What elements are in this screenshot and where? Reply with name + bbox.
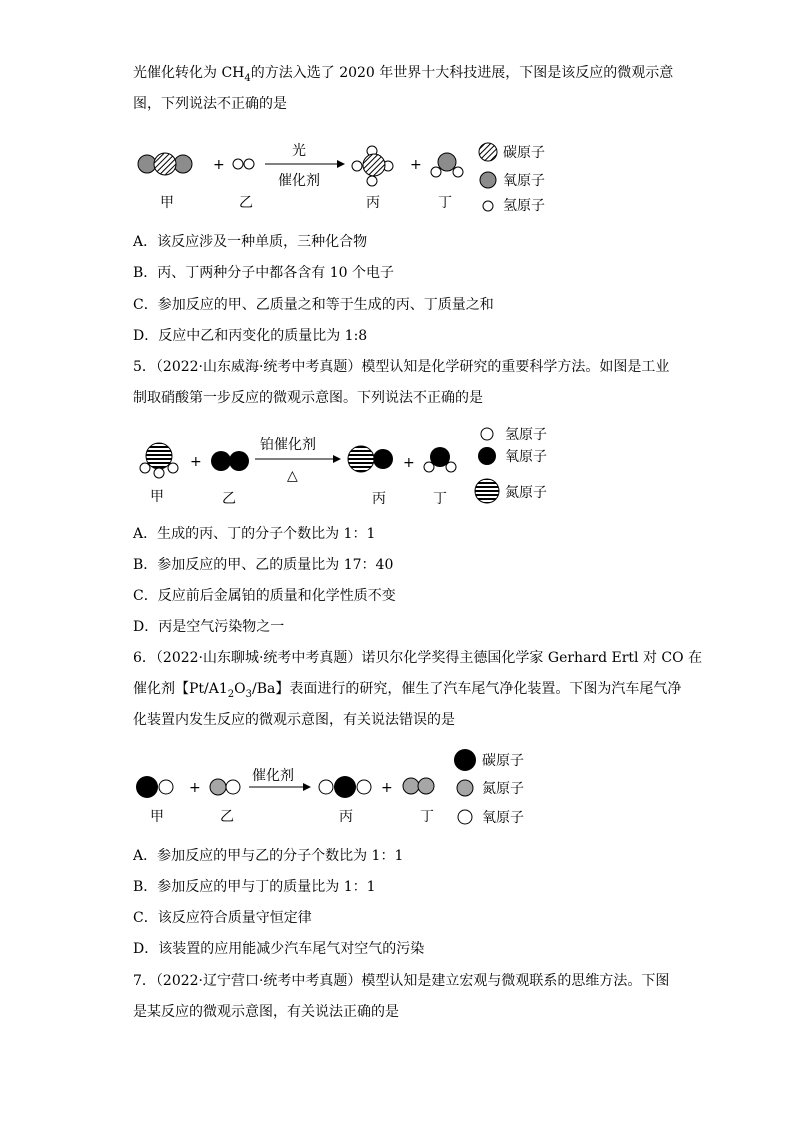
q5-label-ding: 丁 <box>433 491 447 507</box>
q5-legend-hydrogen: 氢原子 <box>505 427 547 443</box>
q4-option-d: D．反应中乙和丙变化的质量比为 1:8 <box>133 328 368 344</box>
q6-molecule-ding <box>403 778 434 794</box>
q4-arrow-head <box>337 160 345 168</box>
q5-stem-line2: 制取硝酸第一步反应的微观示意图。下列说法不正确的是 <box>133 390 483 406</box>
q6-arrow-top-label: 催化剂 <box>252 768 294 784</box>
q6-molecule-yi <box>210 779 240 795</box>
q5-stem-line1: 5．（2022·山东威海·统考中考真题）模型认知是化学研究的重要科学方法。如图是工业 <box>133 359 670 375</box>
q6-stem-text-a: 催化剂【Pt/A1 <box>133 681 228 697</box>
q5-label-jia: 甲 <box>150 489 164 505</box>
q4-legend-carbon-swatch <box>479 143 497 161</box>
q4-plus-1: + <box>213 157 225 173</box>
q4-option-c: C．参加反应的甲、乙质量之和等于生成的丙、丁质量之和 <box>133 297 494 313</box>
q7-stem-line1: 7．（2022·辽宁营口·统考中考真题）模型认知是建立宏观与微观联系的思维方法。下图 <box>133 973 670 989</box>
q6-stem-line1: 6．（2022·山东聊城·统考中考真题）诺贝尔化学奖得主德国化学家 Gerhard Ertl 对 CO 在 <box>133 650 703 666</box>
q6-stem-text-b: O <box>234 681 246 697</box>
q4-stem-line1 <box>133 63 673 83</box>
q5-legend-oxygen: 氧原子 <box>505 449 547 465</box>
q5-molecule-jia <box>140 443 178 478</box>
q6-legend-carbon-swatch <box>454 749 476 771</box>
q6-option-a: A．参加反应的甲与乙的分子个数比为 1：1 <box>133 848 404 864</box>
q5-legend-oxygen-swatch <box>478 447 496 465</box>
q6-reaction-diagram <box>0 742 794 832</box>
q6-legend-nitrogen: 氮原子 <box>482 781 524 797</box>
q5-arrow-bottom-label: △ <box>287 468 298 484</box>
q6-molecule-bing <box>319 776 371 798</box>
q6-option-c: C．该反应符合质量守恒定律 <box>133 910 312 926</box>
q4-molecule-ding <box>431 153 463 177</box>
q6-label-bing: 丙 <box>339 809 353 825</box>
q4-stem-subscript: 4 <box>244 72 251 84</box>
q6-stem-line3: 化装置内发生反应的微观示意图，有关说法错误的是 <box>133 712 455 728</box>
q4-stem-text-a: 光催化转化为 CH <box>133 65 245 81</box>
q6-arrow-head <box>303 783 311 791</box>
q4-legend-oxygen: 氧原子 <box>503 173 545 189</box>
q4-legend-oxygen-swatch <box>480 172 496 188</box>
q4-stem-line2: 图，下列说法不正确的是 <box>133 96 287 112</box>
q4-plus-2: + <box>410 157 422 173</box>
q6-option-d: D．该装置的应用能减少汽车尾气对空气的污染 <box>133 941 425 957</box>
q6-plus-2: + <box>381 780 393 796</box>
q5-plus-1: + <box>190 454 202 470</box>
q5-molecule-ding <box>424 447 456 472</box>
q5-option-a: A．生成的丙、丁的分子个数比为 1：1 <box>133 526 376 542</box>
q5-plus-2: + <box>403 455 415 471</box>
q6-stem-line2 <box>133 679 681 699</box>
q4-label-jia: 甲 <box>160 195 174 211</box>
q5-molecule-bing <box>348 446 393 472</box>
q5-molecule-yi <box>211 451 249 471</box>
q6-legend <box>454 749 524 826</box>
q4-molecule-bing <box>352 146 393 186</box>
q4-label-yi: 乙 <box>239 195 253 211</box>
q5-legend <box>475 427 547 503</box>
q4-legend-hydrogen-swatch <box>483 201 493 211</box>
q4-molecule-yi <box>233 159 254 169</box>
q4-legend-hydrogen: 氢原子 <box>503 198 545 214</box>
q6-legend-oxygen-swatch <box>458 810 472 824</box>
q6-stem-subscript-2: 3 <box>245 688 253 700</box>
q4-arrow-bottom-label: 催化剂 <box>278 173 320 189</box>
q5-arrow-top-label: 铂催化剂 <box>260 437 316 453</box>
q6-plus-1: + <box>189 780 201 796</box>
q4-molecule-jia <box>138 153 192 175</box>
q4-reaction-diagram <box>0 130 794 230</box>
q4-legend <box>479 143 545 214</box>
q6-stem-subscript-1: 2 <box>227 688 235 700</box>
q6-legend-nitrogen-swatch <box>457 780 473 796</box>
q7-stem-line2: 是某反应的微观示意图，有关说法正确的是 <box>133 1004 399 1020</box>
q6-label-yi: 乙 <box>220 809 234 825</box>
q6-legend-oxygen: 氧原子 <box>482 810 524 826</box>
q4-option-a: A．该反应涉及一种单质，三种化合物 <box>133 234 368 250</box>
q6-legend-carbon: 碳原子 <box>482 753 524 769</box>
q5-arrow-head <box>333 455 341 463</box>
q4-option-b: B．丙、丁两种分子中都各含有 10 个电子 <box>133 265 395 281</box>
q4-label-ding: 丁 <box>438 195 452 211</box>
q5-label-bing: 丙 <box>372 491 386 507</box>
q4-label-bing: 丙 <box>366 195 380 211</box>
q5-legend-nitrogen: 氮原子 <box>505 485 547 501</box>
q4-stem-text-b: 的方法入选了 2020 年世界十大科技进展，下图是该反应的微观示意 <box>250 65 674 81</box>
q6-option-b: B．参加反应的甲与丁的质量比为 1：1 <box>133 879 376 895</box>
q4-legend-carbon: 碳原子 <box>503 145 545 161</box>
q5-legend-nitrogen-swatch <box>475 479 499 503</box>
q6-label-jia: 甲 <box>150 809 164 825</box>
q5-label-yi: 乙 <box>222 491 236 507</box>
q6-stem-text-c: /Ba】表面进行的研究，催生了汽车尾气净化装置。下图为汽车尾气净 <box>252 681 682 697</box>
q6-label-ding: 丁 <box>420 809 434 825</box>
q5-reaction-diagram <box>0 422 794 514</box>
q5-option-b: B．参加反应的甲、乙的质量比为 17：40 <box>133 557 394 573</box>
q5-legend-hydrogen-swatch <box>481 428 493 440</box>
q4-arrow-top-label: 光 <box>292 143 306 159</box>
q5-option-c: C．反应前后金属铂的质量和化学性质不变 <box>133 588 396 604</box>
q5-option-d: D．丙是空气污染物之一 <box>133 619 285 635</box>
q6-molecule-jia <box>136 776 173 798</box>
